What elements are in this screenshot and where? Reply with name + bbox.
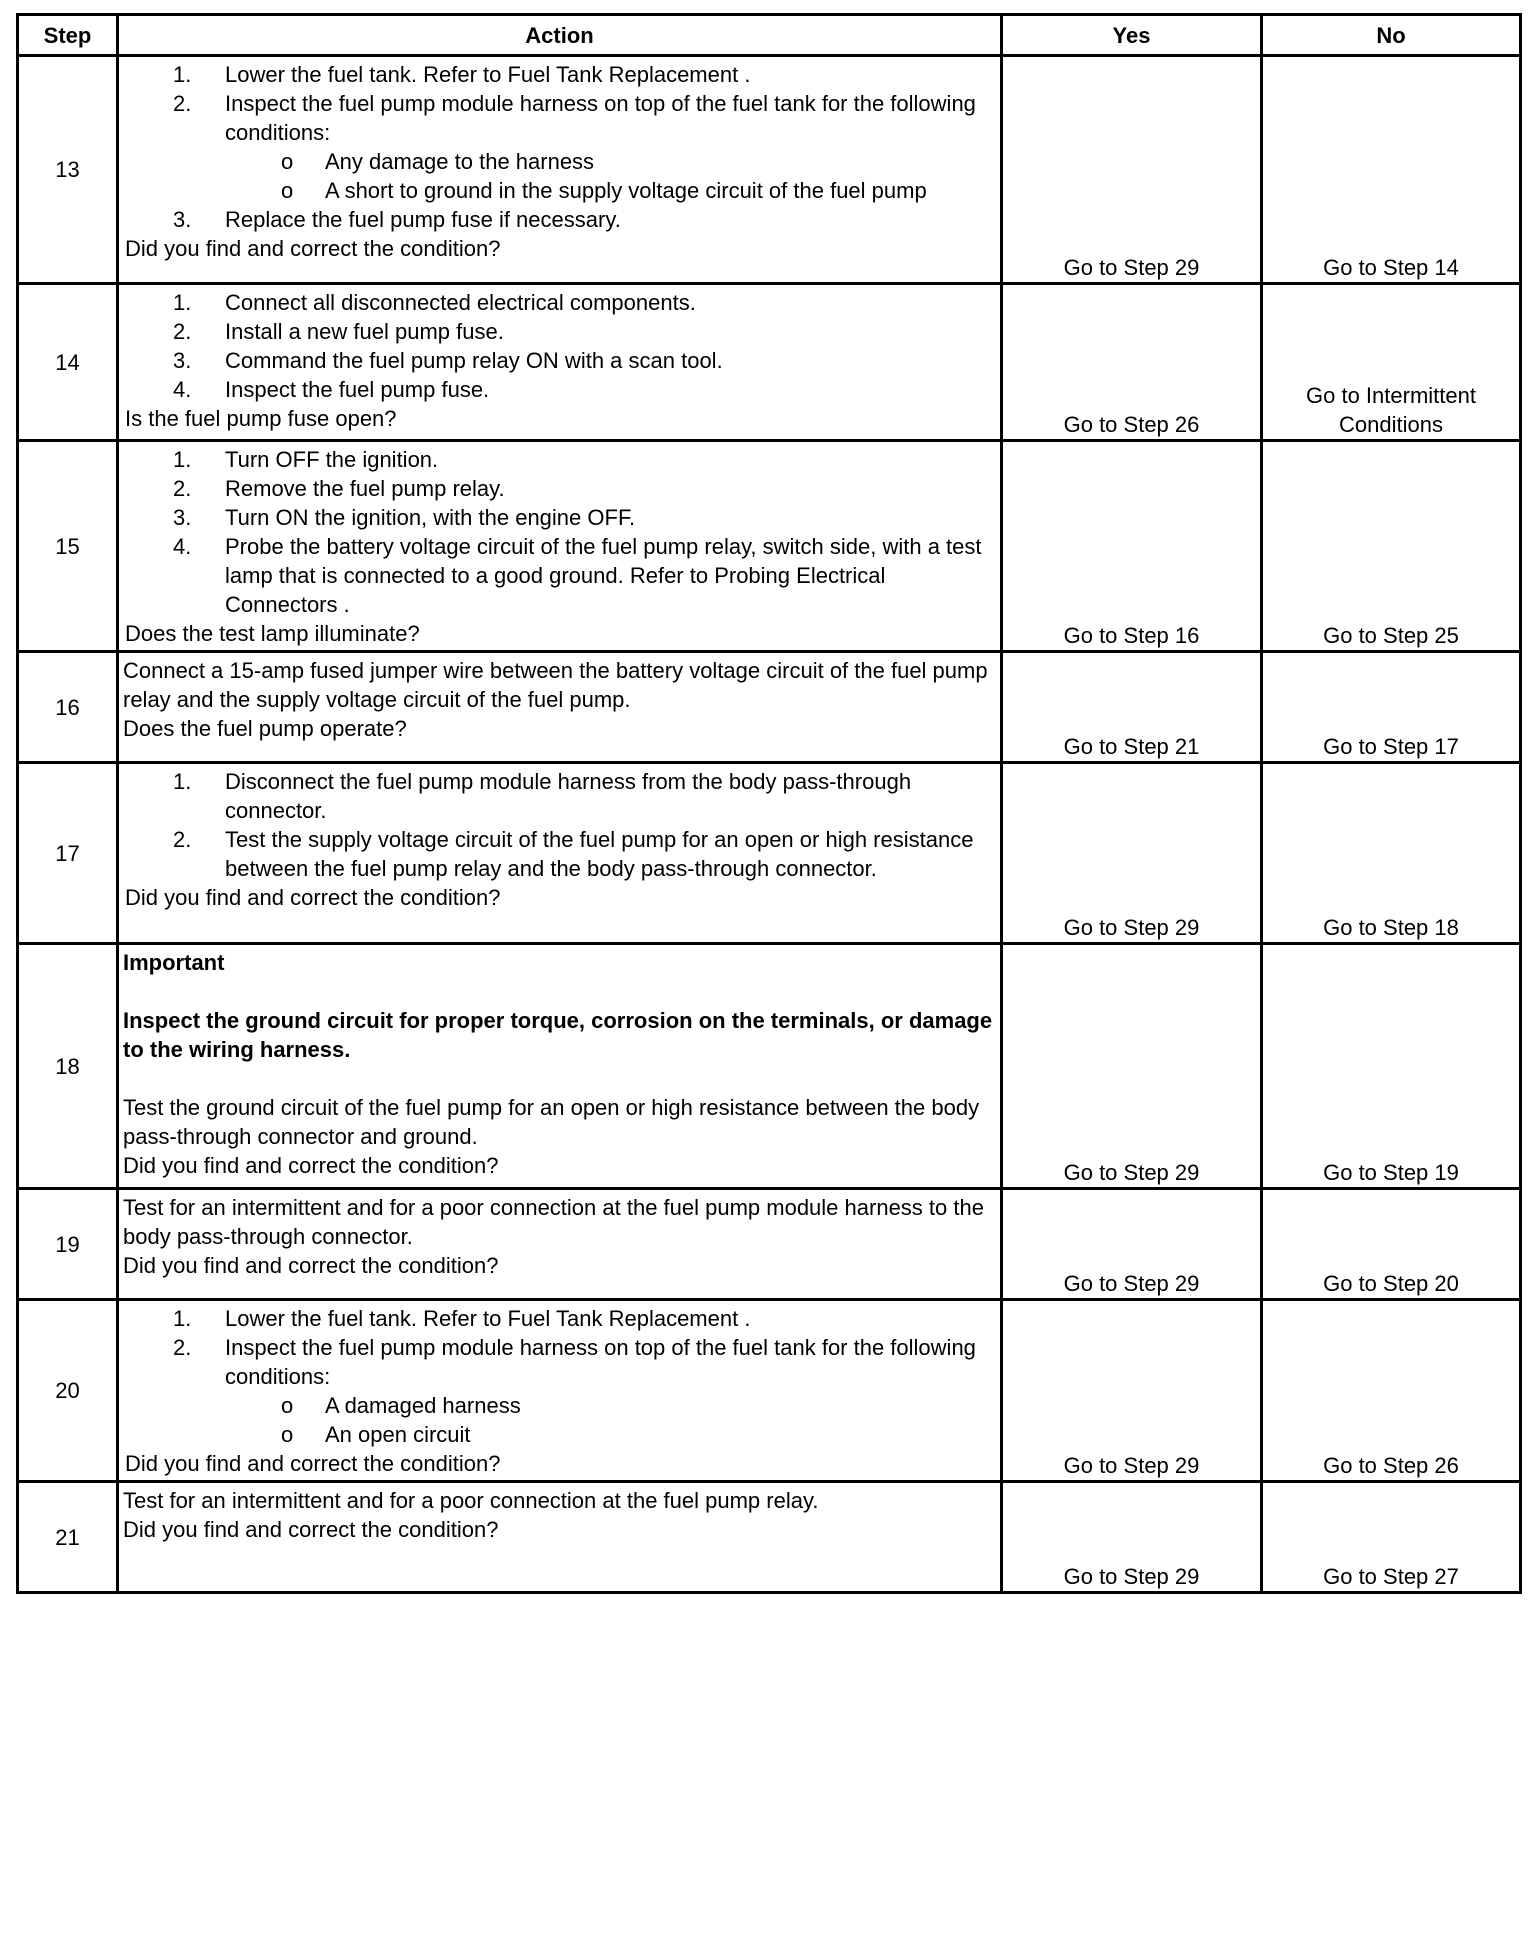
no-link[interactable]: Go to Step 25 <box>1262 441 1521 652</box>
question: Did you find and correct the condition? <box>125 236 501 261</box>
no-link[interactable]: Go to Step 26 <box>1262 1300 1521 1482</box>
list-item: 2. Test the supply voltage circuit of the fuel pump for an open or high resistance between the fuel pump relay and the body pass-through connector. <box>173 827 974 881</box>
yes-link[interactable]: Go to Step 21 <box>1002 652 1262 763</box>
important-text: Inspect the ground circuit for proper torque, corrosion on the terminals, or damage to the wiring harness. <box>123 1008 993 1062</box>
action-cell <box>118 441 1002 652</box>
question: Does the fuel pump operate? <box>123 716 407 741</box>
list-item: 1. Lower the fuel tank. Refer to Fuel Tank Replacement . <box>173 1306 751 1331</box>
table-row <box>18 441 1521 652</box>
header-no: No <box>1262 15 1521 56</box>
table-row <box>18 56 1521 284</box>
no-link[interactable]: Go to Step 18 <box>1262 763 1521 944</box>
yes-link[interactable]: Go to Step 29 <box>1002 763 1262 944</box>
step-number: 18 <box>18 944 118 1189</box>
step-number: 17 <box>18 763 118 944</box>
table-row <box>18 944 1521 1189</box>
question: Did you find and correct the condition? <box>123 1253 499 1278</box>
question: Did you find and correct the condition? <box>125 1451 501 1476</box>
no-link[interactable]: Go to Step 19 <box>1262 944 1521 1189</box>
step-number: 15 <box>18 441 118 652</box>
action-text: Test the ground circuit of the fuel pump for an open or high resistance between the body pass-through connector and ground. <box>123 1095 980 1149</box>
action-cell <box>118 1482 1002 1593</box>
list-item: 2. Install a new fuel pump fuse. <box>173 319 504 344</box>
step-number: 21 <box>18 1482 118 1593</box>
action-cell <box>118 56 1002 284</box>
action-cell <box>118 1189 1002 1300</box>
action-text: Test for an intermittent and for a poor connection at the fuel pump relay. <box>123 1488 819 1513</box>
no-link[interactable]: Go to Step 20 <box>1262 1189 1521 1300</box>
sub-list-item: o A damaged harness <box>281 1393 521 1418</box>
list-item: 1. Disconnect the fuel pump module harness from the body pass-through connector. <box>173 769 912 823</box>
table-row <box>18 1300 1521 1482</box>
list-item: 3. Turn ON the ignition, with the engine OFF. <box>173 505 636 530</box>
header-yes: Yes <box>1002 15 1262 56</box>
no-link[interactable]: Go to Step 27 <box>1262 1482 1521 1593</box>
yes-link[interactable]: Go to Step 29 <box>1002 1300 1262 1482</box>
sub-list-item: o A short to ground in the supply voltage circuit of the fuel pump <box>281 178 927 203</box>
step-number: 14 <box>18 284 118 441</box>
step-number: 19 <box>18 1189 118 1300</box>
yes-link[interactable]: Go to Step 29 <box>1002 944 1262 1189</box>
no-link[interactable]: Go to Step 14 <box>1262 56 1521 284</box>
step-number: 16 <box>18 652 118 763</box>
question: Does the test lamp illuminate? <box>125 621 420 646</box>
yes-link[interactable]: Go to Step 16 <box>1002 441 1262 652</box>
table-row <box>18 284 1521 441</box>
header-row <box>18 15 1521 56</box>
yes-link[interactable]: Go to Step 29 <box>1002 1482 1262 1593</box>
header-action: Action <box>118 15 1002 56</box>
yes-link[interactable]: Go to Step 29 <box>1002 1189 1262 1300</box>
no-link[interactable]: Go to Step 17 <box>1262 652 1521 763</box>
list-item: 1. Turn OFF the ignition. <box>173 447 439 472</box>
list-item: 2. Inspect the fuel pump module harness on top of the fuel tank for the following conditions: o Any damage to the harness o A short to ground in the supply voltage circuit of the fuel pump <box>125 89 996 205</box>
list-item: 3. Command the fuel pump relay ON with a scan tool. <box>173 348 723 373</box>
action-text: Connect a 15-amp fused jumper wire between the battery voltage circuit of the fuel pump relay and the supply voltage circuit of the fuel pump. <box>123 658 988 712</box>
sub-list-item: o Any damage to the harness <box>281 149 595 174</box>
list-item: 1. Lower the fuel tank. Refer to Fuel Tank Replacement . <box>173 62 751 87</box>
action-cell <box>118 652 1002 763</box>
table-row <box>18 1482 1521 1593</box>
question: Did you find and correct the condition? <box>125 885 501 910</box>
table-row <box>18 1189 1521 1300</box>
action-cell <box>118 284 1002 441</box>
step-number: 20 <box>18 1300 118 1482</box>
sub-list-item: o An open circuit <box>281 1422 471 1447</box>
table-row <box>18 763 1521 944</box>
question: Is the fuel pump fuse open? <box>125 406 397 431</box>
list-item: 2. Remove the fuel pump relay. <box>173 476 505 501</box>
list-item: 3. Replace the fuel pump fuse if necessary. <box>173 207 621 232</box>
important-label: Important <box>123 950 225 975</box>
action-cell <box>118 944 1002 1189</box>
step-number: 13 <box>18 56 118 284</box>
no-link[interactable]: Go to Intermittent Conditions <box>1262 284 1521 441</box>
action-cell <box>118 1300 1002 1482</box>
action-text: Test for an intermittent and for a poor connection at the fuel pump module harness to the body pass-through connector. <box>123 1195 984 1249</box>
yes-link[interactable]: Go to Step 26 <box>1002 284 1262 441</box>
diagnostic-table <box>16 13 1522 1594</box>
question: Did you find and correct the condition? <box>123 1517 499 1542</box>
yes-link[interactable]: Go to Step 29 <box>1002 56 1262 284</box>
list-item: 2. Inspect the fuel pump module harness on top of the fuel tank for the following conditions: o A damaged harness o An open circuit <box>125 1333 996 1449</box>
list-item: 1. Connect all disconnected electrical components. <box>173 290 696 315</box>
header-step: Step <box>18 15 118 56</box>
list-item: 4. Inspect the fuel pump fuse. <box>173 377 490 402</box>
list-item: 4. Probe the battery voltage circuit of the fuel pump relay, switch side, with a test lamp that is connected to a good ground. Refer to Probing Electrical Connectors . <box>173 534 982 617</box>
table-row <box>18 652 1521 763</box>
question: Did you find and correct the condition? <box>123 1153 499 1178</box>
action-cell <box>118 763 1002 944</box>
